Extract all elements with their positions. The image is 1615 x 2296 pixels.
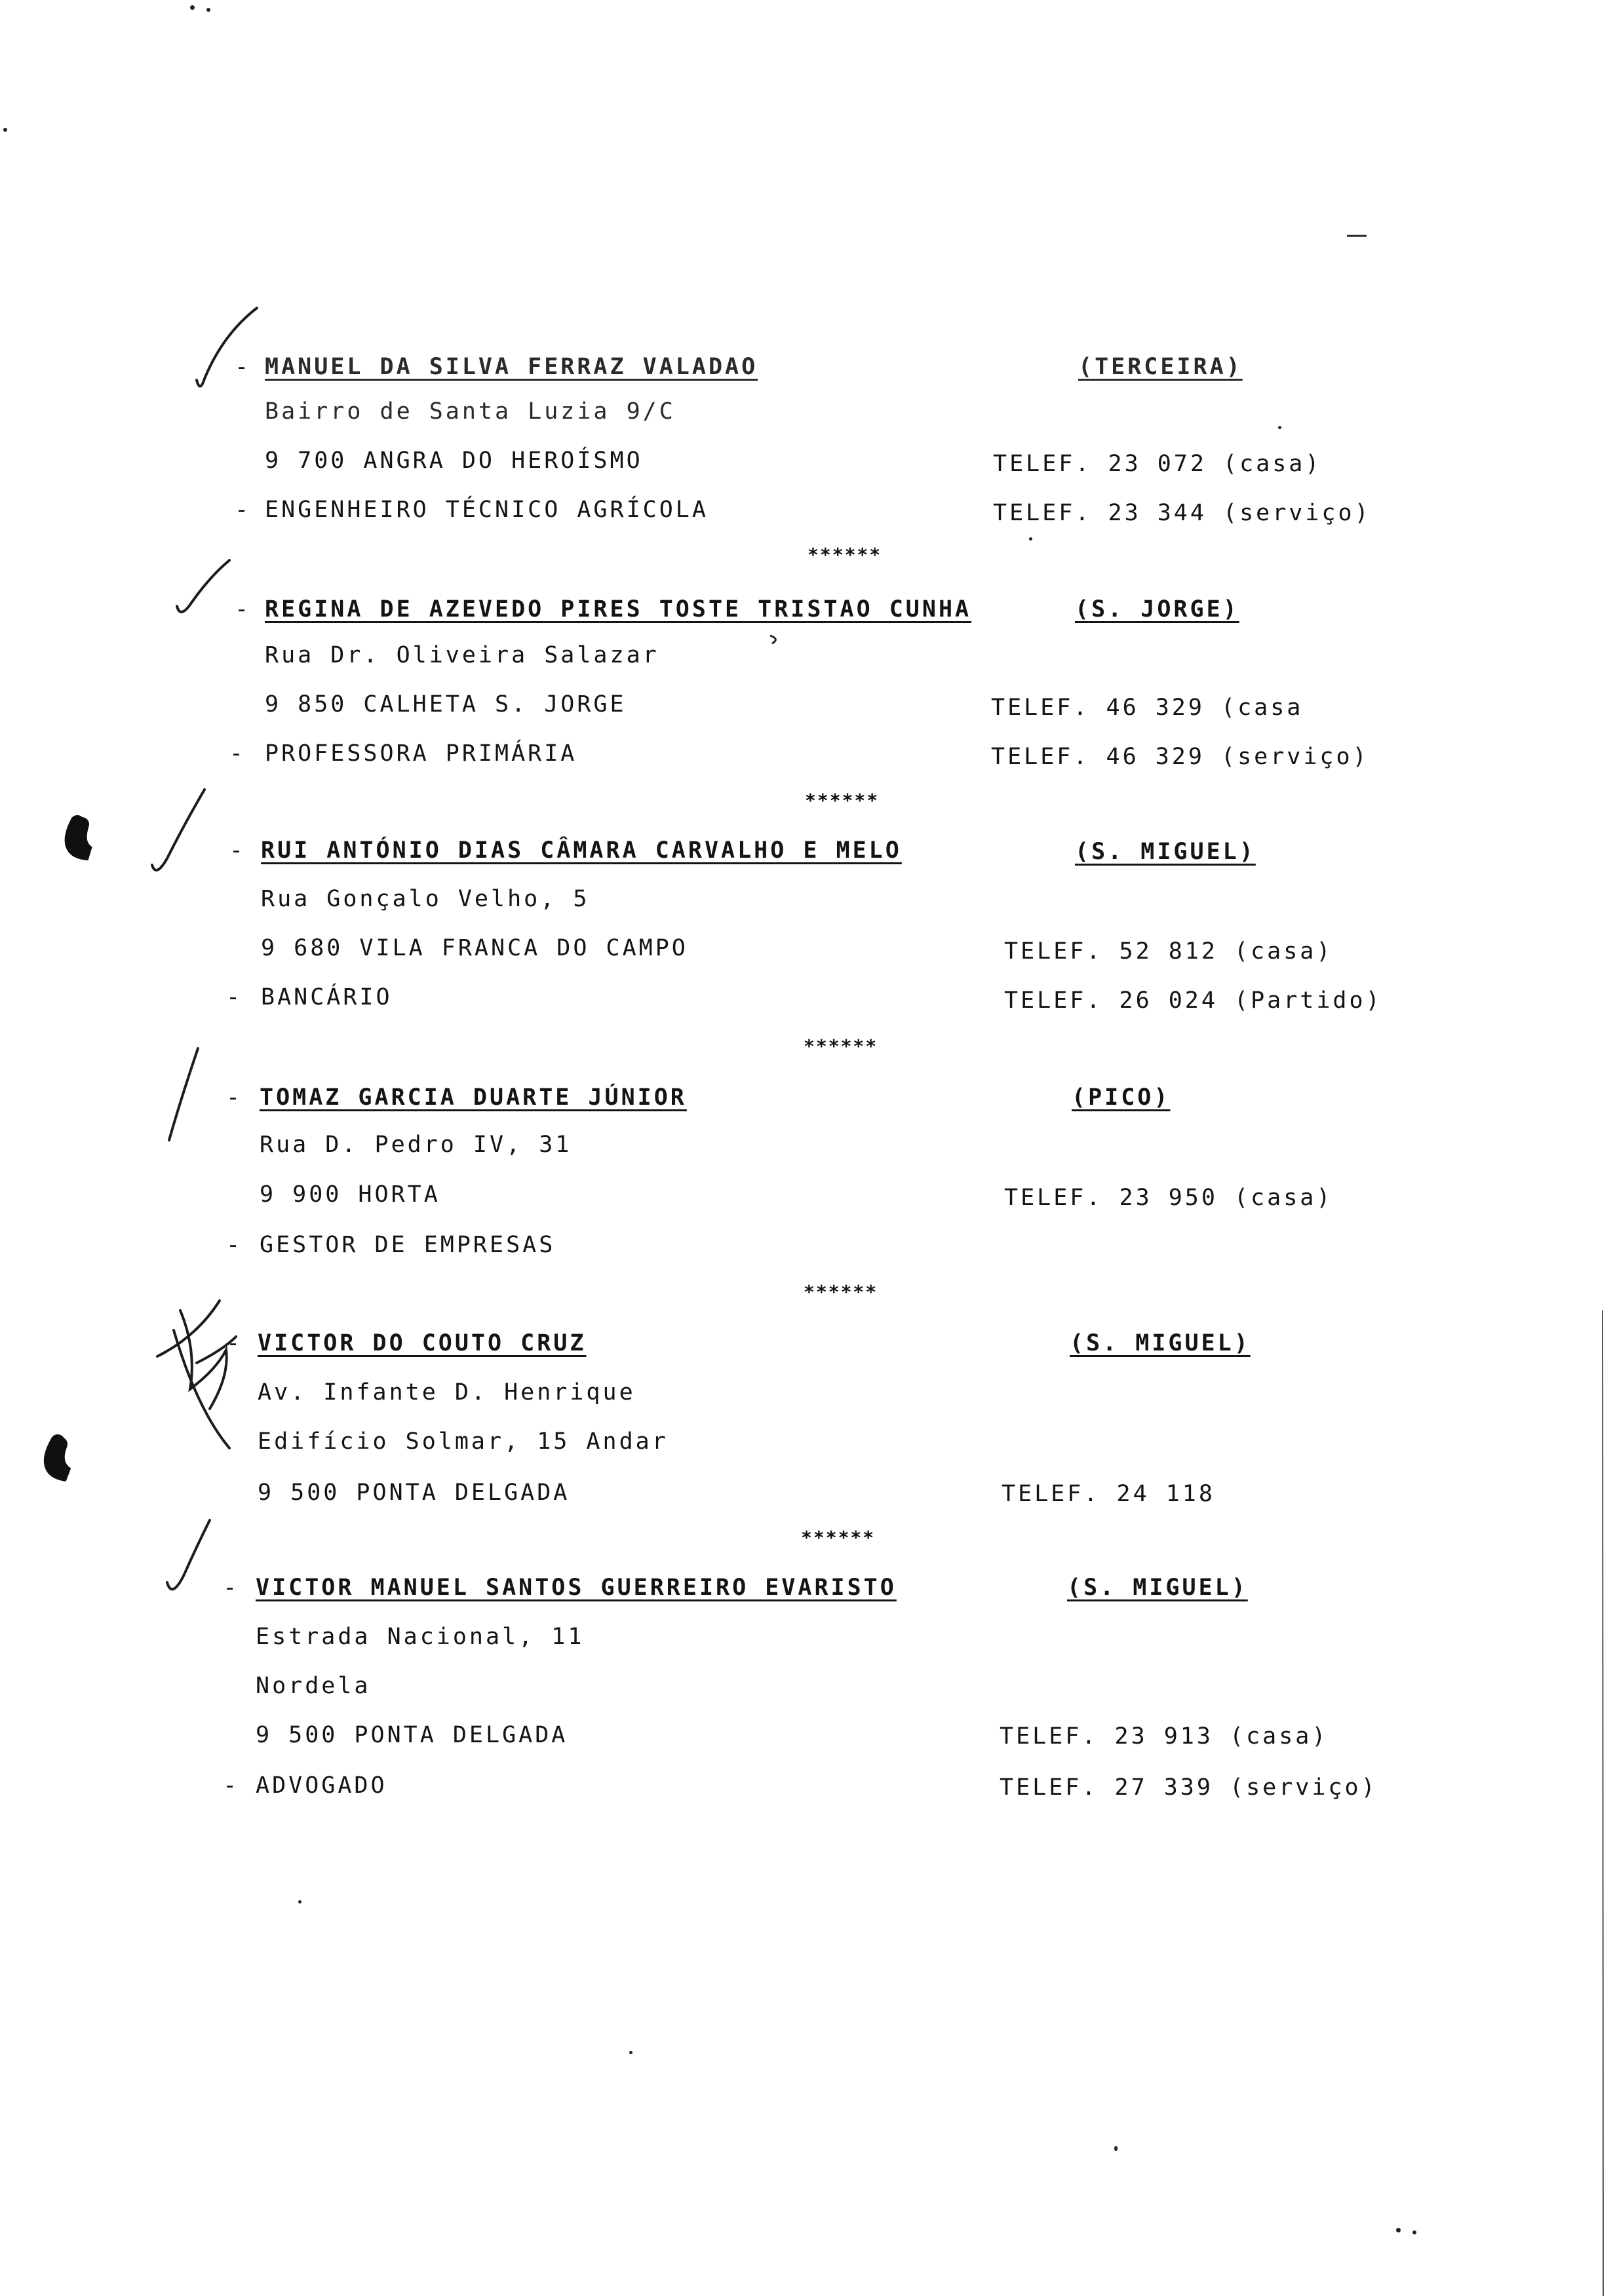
postal-address-line: 9 500 PONTA DELGADA [258, 1480, 570, 1506]
postal-address-line: 9 500 PONTA DELGADA [256, 1722, 568, 1748]
entry-separator: ****** [808, 544, 882, 565]
phone-home: TELEF. 52 812 (casa) [1004, 938, 1333, 965]
contact-name: REGINA DE AZEVEDO PIRES TOSTE TRISTAO CUNHA [265, 596, 972, 622]
contact-name: RUI ANTÓNIO DIAS CÂMARA CARVALHO E MELO [261, 837, 902, 864]
handwritten-signature-icon [157, 1301, 236, 1448]
phone-party: TELEF. 26 024 (Partido) [1004, 987, 1382, 1014]
postal-address-line: 9 900 HORTA [260, 1181, 440, 1208]
phone-work: TELEF. 46 329 (serviço) [991, 744, 1369, 770]
entry-dash: - [235, 354, 252, 380]
island-label: (S. MIGUEL) [1067, 1575, 1248, 1601]
profession: ADVOGADO [256, 1772, 387, 1799]
phone-home: TELEF. 23 950 (casa) [1004, 1185, 1333, 1211]
entry-dash: - [235, 596, 252, 622]
address-line: Edifício Solmar, 15 Andar [258, 1428, 669, 1455]
island-label: (S. JORGE) [1075, 596, 1239, 622]
contact-name: MANUEL DA SILVA FERRAZ VALADAO [265, 354, 758, 380]
address-line: Bairro de Santa Luzia 9/C [265, 398, 676, 425]
entry-dash: - [229, 837, 246, 864]
entry-dash: - [223, 1575, 240, 1601]
postal-address-line: 9 700 ANGRA DO HEROÍSMO [265, 448, 643, 474]
entry-dash: - [226, 1232, 243, 1258]
phone-home: TELEF. 46 329 (casa [991, 695, 1304, 721]
contact-name: VICTOR DO COUTO CRUZ [258, 1330, 587, 1356]
entry-dash: - [223, 1772, 240, 1799]
entry-separator: ****** [804, 1281, 878, 1303]
phone-home: TELEF. 23 072 (casa) [993, 451, 1322, 477]
phone-work: TELEF. 27 339 (serviço) [1000, 1774, 1378, 1801]
contact-name: VICTOR MANUEL SANTOS GUERREIRO EVARISTO [256, 1575, 897, 1601]
hole-punch-mark-icon [51, 1442, 67, 1474]
island-label: (S. MIGUEL) [1070, 1330, 1251, 1356]
entry-dash: - [226, 984, 243, 1010]
island-label: (PICO) [1072, 1084, 1171, 1111]
check-mark-icon [152, 790, 204, 870]
entry-dash: - [229, 740, 246, 767]
address-line: Nordela [256, 1673, 371, 1699]
island-label: (S. MIGUEL) [1075, 839, 1256, 865]
entry-separator: ****** [804, 1035, 878, 1057]
postal-address-line: 9 680 VILA FRANCA DO CAMPO [261, 935, 688, 961]
entry-separator: ****** [801, 1527, 876, 1548]
entry-separator: ****** [805, 790, 880, 811]
profession: GESTOR DE EMPRESAS [260, 1232, 556, 1258]
hole-punch-mark-icon [72, 822, 88, 853]
check-mark-icon [177, 560, 229, 612]
profession: BANCÁRIO [261, 984, 393, 1010]
phone-work: TELEF. 23 344 (serviço) [993, 500, 1371, 526]
address-line: Rua Dr. Oliveira Salazar [265, 642, 659, 668]
address-line: Estrada Nacional, 11 [256, 1624, 585, 1650]
entry-dash: - [226, 1330, 243, 1356]
phone-home: TELEF. 24 118 [1002, 1481, 1215, 1507]
check-mark-icon [169, 1048, 198, 1140]
address-line: Rua Gonçalo Velho, 5 [261, 886, 590, 912]
postal-address-line: 9 850 CALHETA S. JORGE [265, 691, 627, 718]
check-mark-icon [167, 1520, 210, 1589]
phone-home: TELEF. 23 913 (casa) [1000, 1723, 1329, 1750]
address-line: Rua D. Pedro IV, 31 [260, 1132, 572, 1158]
contact-name: TOMAZ GARCIA DUARTE JÚNIOR [260, 1084, 687, 1111]
entry-dash: - [235, 497, 252, 523]
profession: PROFESSORA PRIMÁRIA [265, 740, 577, 767]
profession: ENGENHEIRO TÉCNICO AGRÍCOLA [265, 497, 709, 523]
island-label: (TERCEIRA) [1078, 354, 1243, 380]
entry-dash: - [226, 1084, 243, 1111]
address-line: Av. Infante D. Henrique [258, 1379, 636, 1406]
